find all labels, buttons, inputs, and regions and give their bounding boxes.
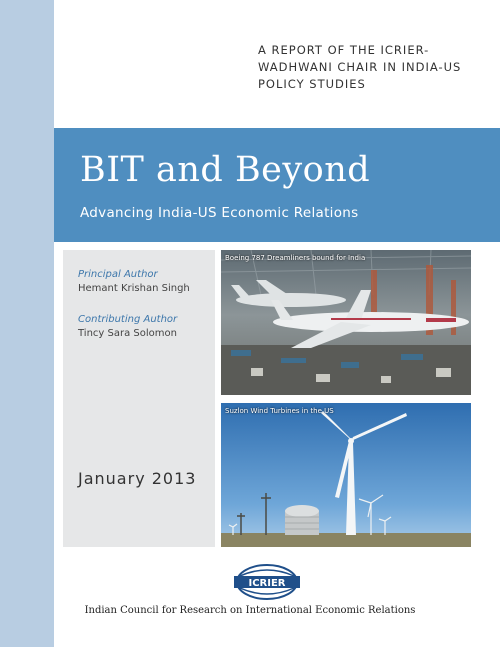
contributing-author-name: Tincy Sara Solomon (78, 328, 177, 339)
airplane-factory-illustration (221, 250, 471, 395)
principal-author-name: Hemant Krishan Singh (78, 283, 190, 294)
organization-name: Indian Council for Research on International Economic Relations (84, 605, 416, 616)
report-series-header (258, 42, 493, 93)
report-header-line-1: A REPORT OF THE ICRIER- (258, 43, 430, 57)
principal-author-label: Principal Author (78, 269, 158, 280)
wind-turbine-photo (221, 403, 471, 547)
report-header-line-3: POLICY STUDIES (258, 77, 366, 91)
wind-turbine-illustration (221, 403, 471, 547)
left-sidebar-stripe (0, 0, 54, 647)
airplane-photo-caption: Boeing 787 Dreamliners bound for India (225, 254, 366, 262)
logo-text: ICRIER (248, 578, 286, 589)
author-info-panel (63, 250, 215, 547)
publication-date: January 2013 (78, 469, 197, 488)
report-header-line-2: WADHWANI CHAIR IN INDIA-US (258, 60, 462, 74)
report-subtitle: Advancing India-US Economic Relations (80, 205, 359, 221)
report-title: BIT and Beyond (80, 150, 371, 190)
contributing-author-label: Contributing Author (78, 314, 178, 325)
turbine-photo-caption: Suzlon Wind Turbines in the US (225, 407, 334, 415)
icrier-logo (230, 562, 304, 602)
airplane-factory-photo (221, 250, 471, 395)
